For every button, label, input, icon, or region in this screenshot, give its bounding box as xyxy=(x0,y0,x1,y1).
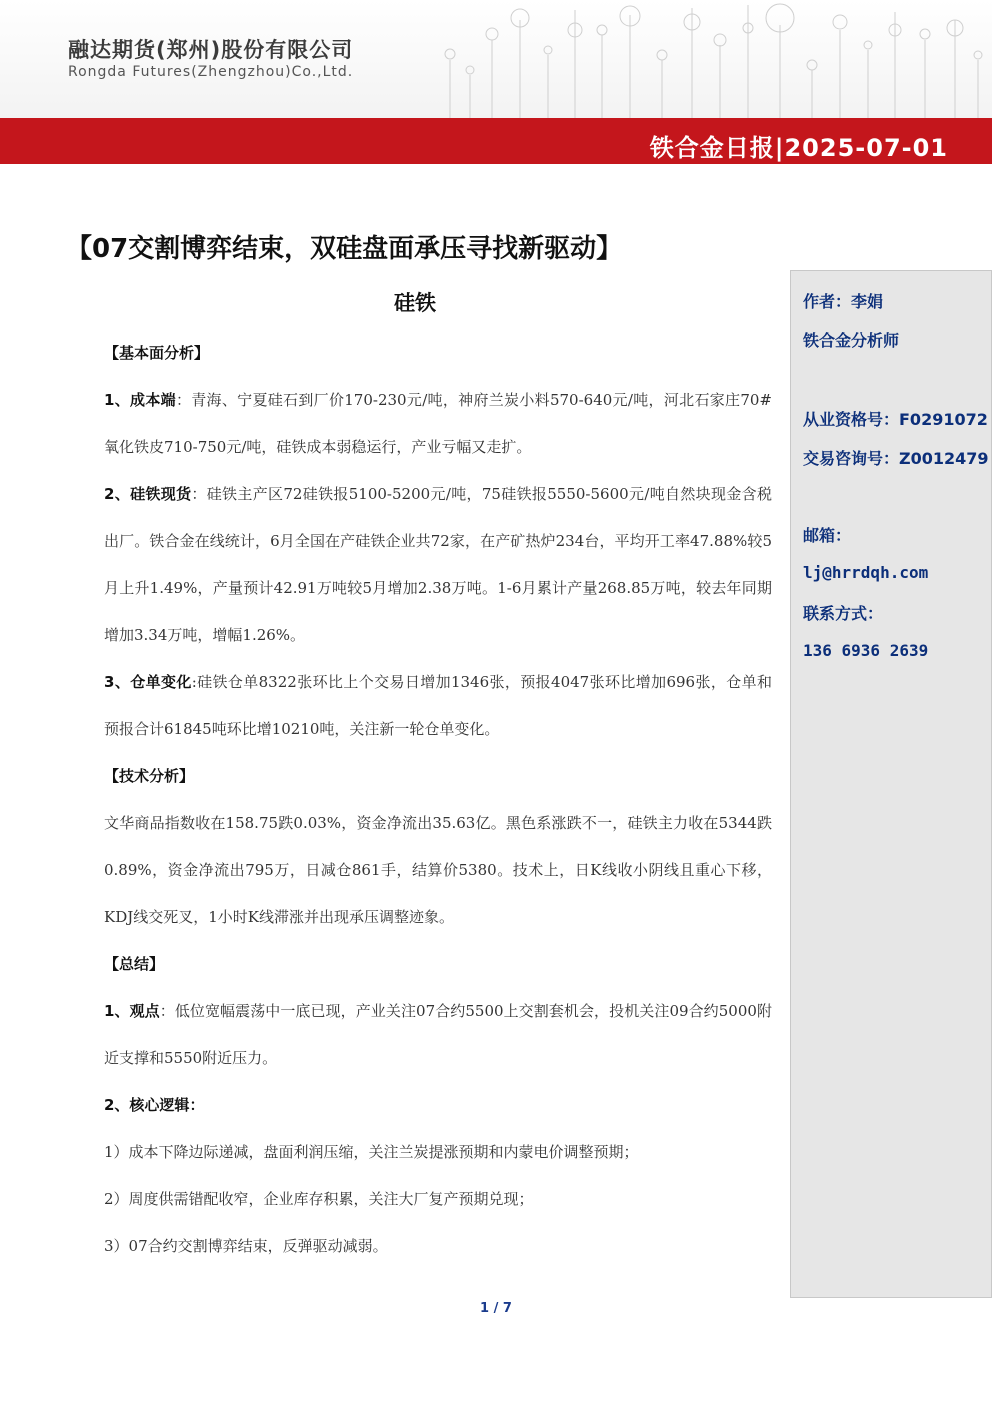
summary-heading: 【总结】 xyxy=(104,955,165,973)
qualification-number: 从业资格号：F0291072 xyxy=(803,410,988,429)
author-name: 作者：李娟 xyxy=(803,292,884,311)
email-link[interactable]: lj@hrrdqh.com xyxy=(803,563,929,582)
phone-number: 136 6936 2639 xyxy=(803,641,929,660)
logic-label: 2、核心逻辑： xyxy=(104,1096,205,1114)
email-label: 邮箱： xyxy=(803,526,852,545)
cost-paragraph xyxy=(104,377,772,471)
cost-text: ：青海、宁夏硅石到厂价170-230元/吨，神府兰炭小料570-640元/吨，河北石家庄70#氧化铁皮710-750元/吨，硅铁成本弱稳运行，产业亏幅又走扩。 xyxy=(104,391,772,456)
page-header xyxy=(0,0,992,118)
company-name-cn: 融达期货(郑州)股份有限公司 xyxy=(68,38,354,62)
spot-label: 2、硅铁现货 xyxy=(104,485,192,503)
warrant-label: 3、仓单变化 xyxy=(104,673,192,691)
report-title: 铁合金日报|2025-07-01 xyxy=(649,134,948,162)
decorative-dot-pattern xyxy=(430,0,990,118)
logic-item: 2）周度供需错配收窄，企业库存积累，关注大厂复产预期兑现； xyxy=(104,1190,534,1208)
warrant-paragraph xyxy=(104,659,772,753)
article-body xyxy=(104,330,772,1270)
author-role: 铁合金分析师 xyxy=(803,331,900,350)
logic-item: 3）07合约交割博弈结束，反弹驱动减弱。 xyxy=(104,1237,388,1255)
spot-paragraph xyxy=(104,471,772,659)
view-text: ：低位宽幅震荡中一底已现，产业关注07合约5500上交割套机会，投机关注09合约5000附近支撑和5550附近压力。 xyxy=(104,1002,773,1067)
cost-label: 1、成本端 xyxy=(104,391,176,409)
company-name-en: Rongda Futures(Zhengzhou)Co.,Ltd. xyxy=(68,64,354,80)
contact-label: 联系方式： xyxy=(803,604,884,623)
warrant-text: :硅铁仓单8322张环比上个交易日增加1346张，预报4047张环比增加696张，仓单和预报合计61845吨环比增10210吨，关注新一轮仓单变化。 xyxy=(104,673,772,738)
page-number: 1 / 7 xyxy=(480,1301,512,1316)
logic-item: 1）成本下降边际递减，盘面利润压缩，关注兰炭提涨预期和内蒙电价调整预期； xyxy=(104,1143,639,1161)
fundamental-heading: 【基本面分析】 xyxy=(104,344,210,362)
author-sidebar xyxy=(790,270,992,1298)
view-paragraph xyxy=(104,988,772,1082)
consult-number: 交易咨询号：Z0012479 xyxy=(803,449,989,468)
article-title: 【07交割博弈结束，双硅盘面承压寻找新驱动】 xyxy=(66,234,623,264)
technical-heading: 【技术分析】 xyxy=(104,767,195,785)
commodity-subject: 硅铁 xyxy=(394,291,436,315)
technical-paragraph: 文华商品指数收在158.75跌0.03%，资金净流出35.63亿。黑色系涨跌不一，硅铁主力收在5344跌0.89%，资金净流出795万，日减仓861手，结算价5380。技术上，日K线收小阴线且重心下移，KDJ线交死叉，1小时K线滞涨并出现承压调整迹象。 xyxy=(104,814,772,926)
spot-text: ：硅铁主产区72硅铁报5100-5200元/吨，75硅铁报5550-5600元/吨自然块现金含税出厂。铁合金在线统计，6月全国在产硅铁企业共72家，在产矿热炉234台，平均开工率47.88%较5月上升1.49%，产量预计42.91万吨较5月增加2.38万吨。1-6月累计产量268.85万吨，较去年同期增加3.34万吨，增幅1.26%。 xyxy=(104,485,772,644)
view-label: 1、观点 xyxy=(104,1002,160,1020)
